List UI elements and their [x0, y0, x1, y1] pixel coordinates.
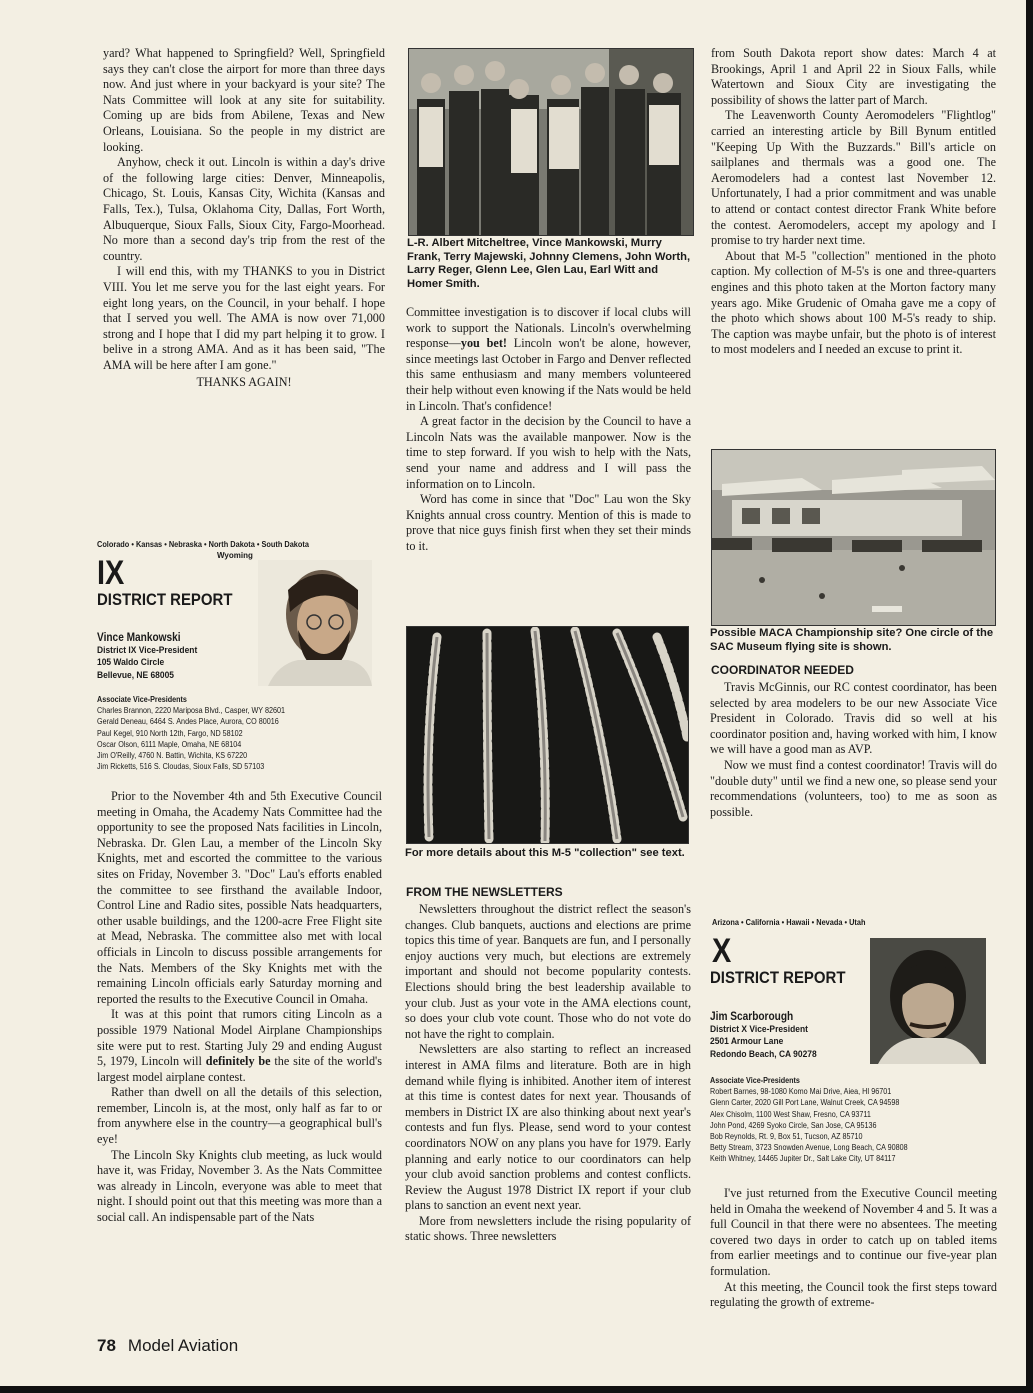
avp-item: Alex Chisolm, 1100 West Shaw, Fresno, CA 93711: [710, 1109, 871, 1119]
district10-states: Arizona • California • Hawaii • Nevada • Utah: [712, 918, 866, 927]
text-run: Committee investigation is to discover if local clubs will work to support the Nationals. Lincoln's overwhelming response—: [406, 305, 691, 351]
paragraph: The Leavenworth County Aeromodelers "Flightlog" carried an interesting article by Bill Bynum entitled "Keeping Up With the Buzzards." Bill's article on sailplanes and thermals was a good one. The Aeromodelers had a contest last November 12. Unfortunately, I had a prior commitment and was unable to attend or contact contest director Frank White before the contest. Aeromodelers, accept my apology and I promise to try harder next time.: [711, 108, 996, 248]
avp-item: Keith Whitney, 14465 Jupiter Dr., Salt Lake City, UT 84117: [710, 1154, 896, 1164]
text-run: It was at this point that rumors citing Lincoln as a possible 1979 National Model Airplane Championships site were put to rest. Starting July 29 and ending August 5, 1979, Lincoln will: [97, 1007, 382, 1069]
paragraph: Newsletters are also starting to reflect an increased interest in AMA films and literature. Both are in high demand while flying is inhibited. Another item of interest at this time is contest dates for next year. Thousands of members in District IX are also thinking about next year's contests and fun flys. Please, send word to your contest coordinators NOW on any plans you have for 1979. Early planning and early notice to our coordinators can help your club avoid sanction problems and contest conflicts. Review the August 1978 District IX report if your club plans to sanction an event next year.: [405, 1042, 691, 1213]
district9-states-line2: Wyoming: [217, 551, 253, 560]
avp-item: Paul Kegel, 910 North 12th, Fargo, ND 58102: [97, 728, 243, 738]
m5-photo-caption: For more details about this M-5 "collection" see text.: [405, 847, 685, 859]
paragraph: More from newsletters include the rising popularity of static shows. Three newsletters: [405, 1213, 691, 1244]
avp-item: Oscar Olson, 6111 Maple, Omaha, NE 68104: [97, 739, 242, 749]
paragraph: I've just returned from the Executive Council meeting held in Omaha the weekend of November 4 and 5. It was a full Council in that there were no absentees. The meeting covered two days in order to catch up on tabled items from earlier meetings and to continue our five-year plan formulation.: [710, 1186, 997, 1278]
district9-contact: [97, 632, 197, 682]
paragraph: I will end this, with my THANKS to you in District VIII. You let me serve you for the last eight years. For eight long years, on the Council, in your behalf. I hope that I served you well. The AMA is now over 71,000 strong and I hope that I did my part helping it to grow. I belive in a strong AMA. And as it has been said, "The AMA will be here after I am gone.": [103, 264, 385, 372]
vp-role: District IX Vice-President: [97, 644, 198, 656]
paragraph: Newsletters throughout the district reflect the season's changes. Club banquets, auctions and elections are prime topics this time of year. Banquets are fun, and I personally enjoy auctions very much, but elections are extremely important and should not become popularity contests. Elections should bring the best leadership available to your club. Just as your vote in the AMA elections count, so does your club vote count. Those who do not vote do not have the right to complain.: [405, 902, 691, 1041]
m5-engines-photo: [406, 626, 689, 844]
column-2-bottom: [405, 902, 691, 1245]
emphasis: definitely be: [205, 1054, 271, 1069]
district10-avp-list: [710, 1075, 908, 1165]
district10-portrait: [870, 938, 986, 1064]
district10-number: X: [712, 932, 732, 970]
avp-item: Bob Reynolds, Rt. 9, Box 51, Tucson, AZ 85710: [710, 1132, 863, 1142]
group-photo: [408, 48, 694, 236]
column-3-middle: [710, 680, 997, 820]
thanks-line: THANKS AGAIN!: [196, 375, 292, 390]
paragraph: About that M-5 "collection" mentioned in the photo caption. My collection of M-5's is one and three-quarters engines and this photo taken at the Morton factory many years ago. Mike Grudenic of Omaha gave me a copy of the photo which shows about 100 M-5's ready to ship. The caption was maybe unfair, but the photo is of interest to most modelers and I needed an excuse to print it.: [711, 248, 996, 357]
vp-role: District X Vice-President: [710, 1023, 808, 1035]
newsletters-heading: FROM THE NEWSLETTERS: [406, 885, 563, 899]
vp-name: Vince Mankowski: [97, 632, 181, 644]
column-3-top: [711, 46, 996, 358]
vp-address-2: Redondo Beach, CA 90278: [710, 1048, 817, 1060]
district9-title: DISTRICT REPORT: [97, 590, 233, 609]
magazine-name: Model Aviation: [127, 1336, 239, 1355]
paragraph: yard? What happened to Springfield? Well, Springfield says they can't close the airport for more than three days now. And just where in your backyard is your site? The Nats Committee will look at any site for suitability. Coming up are bids from Abilene, Texas and New Orleans, Louisiana. So the people in my district are looking.: [103, 46, 385, 154]
avp-item: Charles Brannon, 2220 Mariposa Blvd., Casper, WY 82601: [97, 706, 285, 716]
paragraph: At this meeting, the Council took the first steps toward regulating the growth of extreme-: [710, 1279, 997, 1310]
text-run: Lincoln won't be alone, however, since meetings last October in Fargo and Denver reflected this same enthusiasm and many members volunteered their help without even knowing if the Nats would be held in Lincoln. That's confidence!: [406, 336, 691, 413]
district9-avp-list: [97, 694, 285, 772]
column-1-bottom: [97, 789, 382, 1226]
avp-item: Gerald Deneau, 6464 S. Andes Place, Aurora, CO 80016: [97, 717, 279, 727]
paragraph: Now we must find a contest coordinator! Travis will do "double duty" until we find a new one, so please send your recommendations (volunteers, too) to me as soon as possible.: [710, 757, 997, 819]
vp-address-1: 2501 Armour Lane: [710, 1036, 784, 1047]
sac-museum-image: [712, 450, 995, 625]
text-run: the site of the world's largest model airplane contest.: [97, 1054, 383, 1084]
paragraph: A great factor in the decision by the Council to have a Lincoln Nats was the available manpower. Now is the time to step forward. If you wish to help with the Nats, send your name and address and I will pass the information on to Lincoln.: [406, 414, 691, 491]
portrait-image: [870, 938, 986, 1064]
district9-portrait: [258, 560, 372, 686]
group-photo-caption: L-R. Albert Mitcheltree, Vince Mankowski, Murry Frank, Terry Majewski, Johnny Clemens, John Worth, Larry Reger, Glenn Lee, Glen Lau, Earl Witt and Homer Smith.: [407, 237, 691, 290]
paragraph: Rather than dwell on all the details of this selection, remember, Lincoln is, at the most, only half as far to or from anywhere else in the country—a geographical bull's eye!: [97, 1085, 382, 1147]
avp-item: Robert Barnes, 98-1080 Komo Mai Drive, Aiea, HI 96701: [710, 1087, 892, 1097]
vp-address-1: 105 Waldo Circle: [97, 657, 165, 668]
paragraph: from South Dakota report show dates: March 4 at Brookings, April 1 and April 22 in Sioux Falls, while Watertown and Sioux City are investigating the possibility of shows the latter part of March.: [711, 46, 996, 107]
paragraph: Prior to the November 4th and 5th Executive Council meeting in Omaha, the Academy Nats Committee had the opportunity to see the proposed Nats facilities in Lincoln, Nebraska. Dr. Glen Lau, a member of the Lincoln Sky Knights, met and escorted the committee to the various sites on Friday, November 3. "Doc" Lau's efforts enabled the committee to see firsthand the available Indoor, Control Line and Radio sites, possible Nats headquarters, other usable buildings, and the 1200-acre Free Flight site at Mead, Nebraska. The committee also met with local officials in Lincoln to discuss possible arrangements for the Nats. Members of the Sky Knights met with the remaining Lincoln officials early Saturday morning and reported the results to the Executive Council in Omaha.: [97, 789, 382, 1006]
column-1-top: [103, 46, 385, 391]
paragraph: Travis McGinnis, our RC contest coordinator, has been selected by area modelers to be our new Associate Vice President in Colorado. Travis did so well at his coordinator position and, having worked with him, I know we will have a good man as AVP.: [710, 680, 997, 757]
avp-item: Betty Stream, 3723 Snowden Avenue, Long Beach, CA 90808: [710, 1143, 908, 1153]
paragraph: Anyhow, check it out. Lincoln is within a day's drive of the following large cities: Denver, Minneapolis, Chicago, St. Louis, Kansas City, Wichita (Kansas and Falls, Tex.), Tulsa, Oklahoma City, Dallas, Fort Worth, Albuquerque, Sioux Falls, Sioux City, Fargo-Moorhead. No more than a second day's trip from the rest of the country.: [103, 155, 385, 263]
vp-address-2: Bellevue, NE 68005: [97, 669, 174, 681]
vp-name: Jim Scarborough: [710, 1011, 794, 1023]
avp-item: Jim O'Reilly, 4760 N. Battin, Wichita, KS 67220: [97, 751, 248, 761]
district10-title: DISTRICT REPORT: [710, 968, 846, 987]
page-number: 78: [97, 1336, 116, 1355]
paragraph: [406, 305, 691, 414]
paragraph: The Lincoln Sky Knights club meeting, as luck would have it, was Friday, November 3. As the Nats Committee was already in Lincoln, everyone was able to meet that night. I should point out that this meeting was more than a social call. An indispensable part of the Nats: [97, 1147, 382, 1225]
district9-states: Colorado • Kansas • Nebraska • North Dakota • South Dakota: [97, 540, 309, 549]
avp-title: Associate Vice-Presidents: [710, 1076, 800, 1085]
avp-item: John Pond, 4269 Syoko Circle, San Jose, CA 95136: [710, 1120, 877, 1130]
district9-number: IX: [97, 554, 125, 592]
avp-item: Glenn Carter, 2020 Gill Port Lane, Walnut Creek, CA 94598: [710, 1098, 900, 1108]
paragraph: [97, 1007, 382, 1085]
sac-museum-photo: [711, 449, 996, 626]
paragraph: Word has come in since that "Doc" Lau won the Sky Knights annual cross country. Mention of this is made to prove that nice guys finish first when they set their minds to it.: [406, 492, 691, 553]
sac-photo-caption: Possible MACA Championship site? One circle of the SAC Museum flying site is shown.: [710, 627, 994, 653]
page-footer: [97, 1336, 238, 1356]
district10-contact: [710, 1011, 817, 1061]
column-3-bottom: [710, 1186, 997, 1311]
column-2-top: [406, 305, 691, 555]
emphasis: you bet!: [460, 336, 507, 351]
portrait-image: [258, 560, 372, 686]
avp-item: Jim Ricketts, 516 S. Cloudas, Sioux Falls, SD 57103: [97, 762, 265, 772]
m5-engines-image: [407, 627, 688, 843]
avp-title: Associate Vice-Presidents: [97, 695, 187, 704]
coordinator-heading: COORDINATOR NEEDED: [711, 663, 854, 677]
group-photo-image: [409, 49, 693, 235]
